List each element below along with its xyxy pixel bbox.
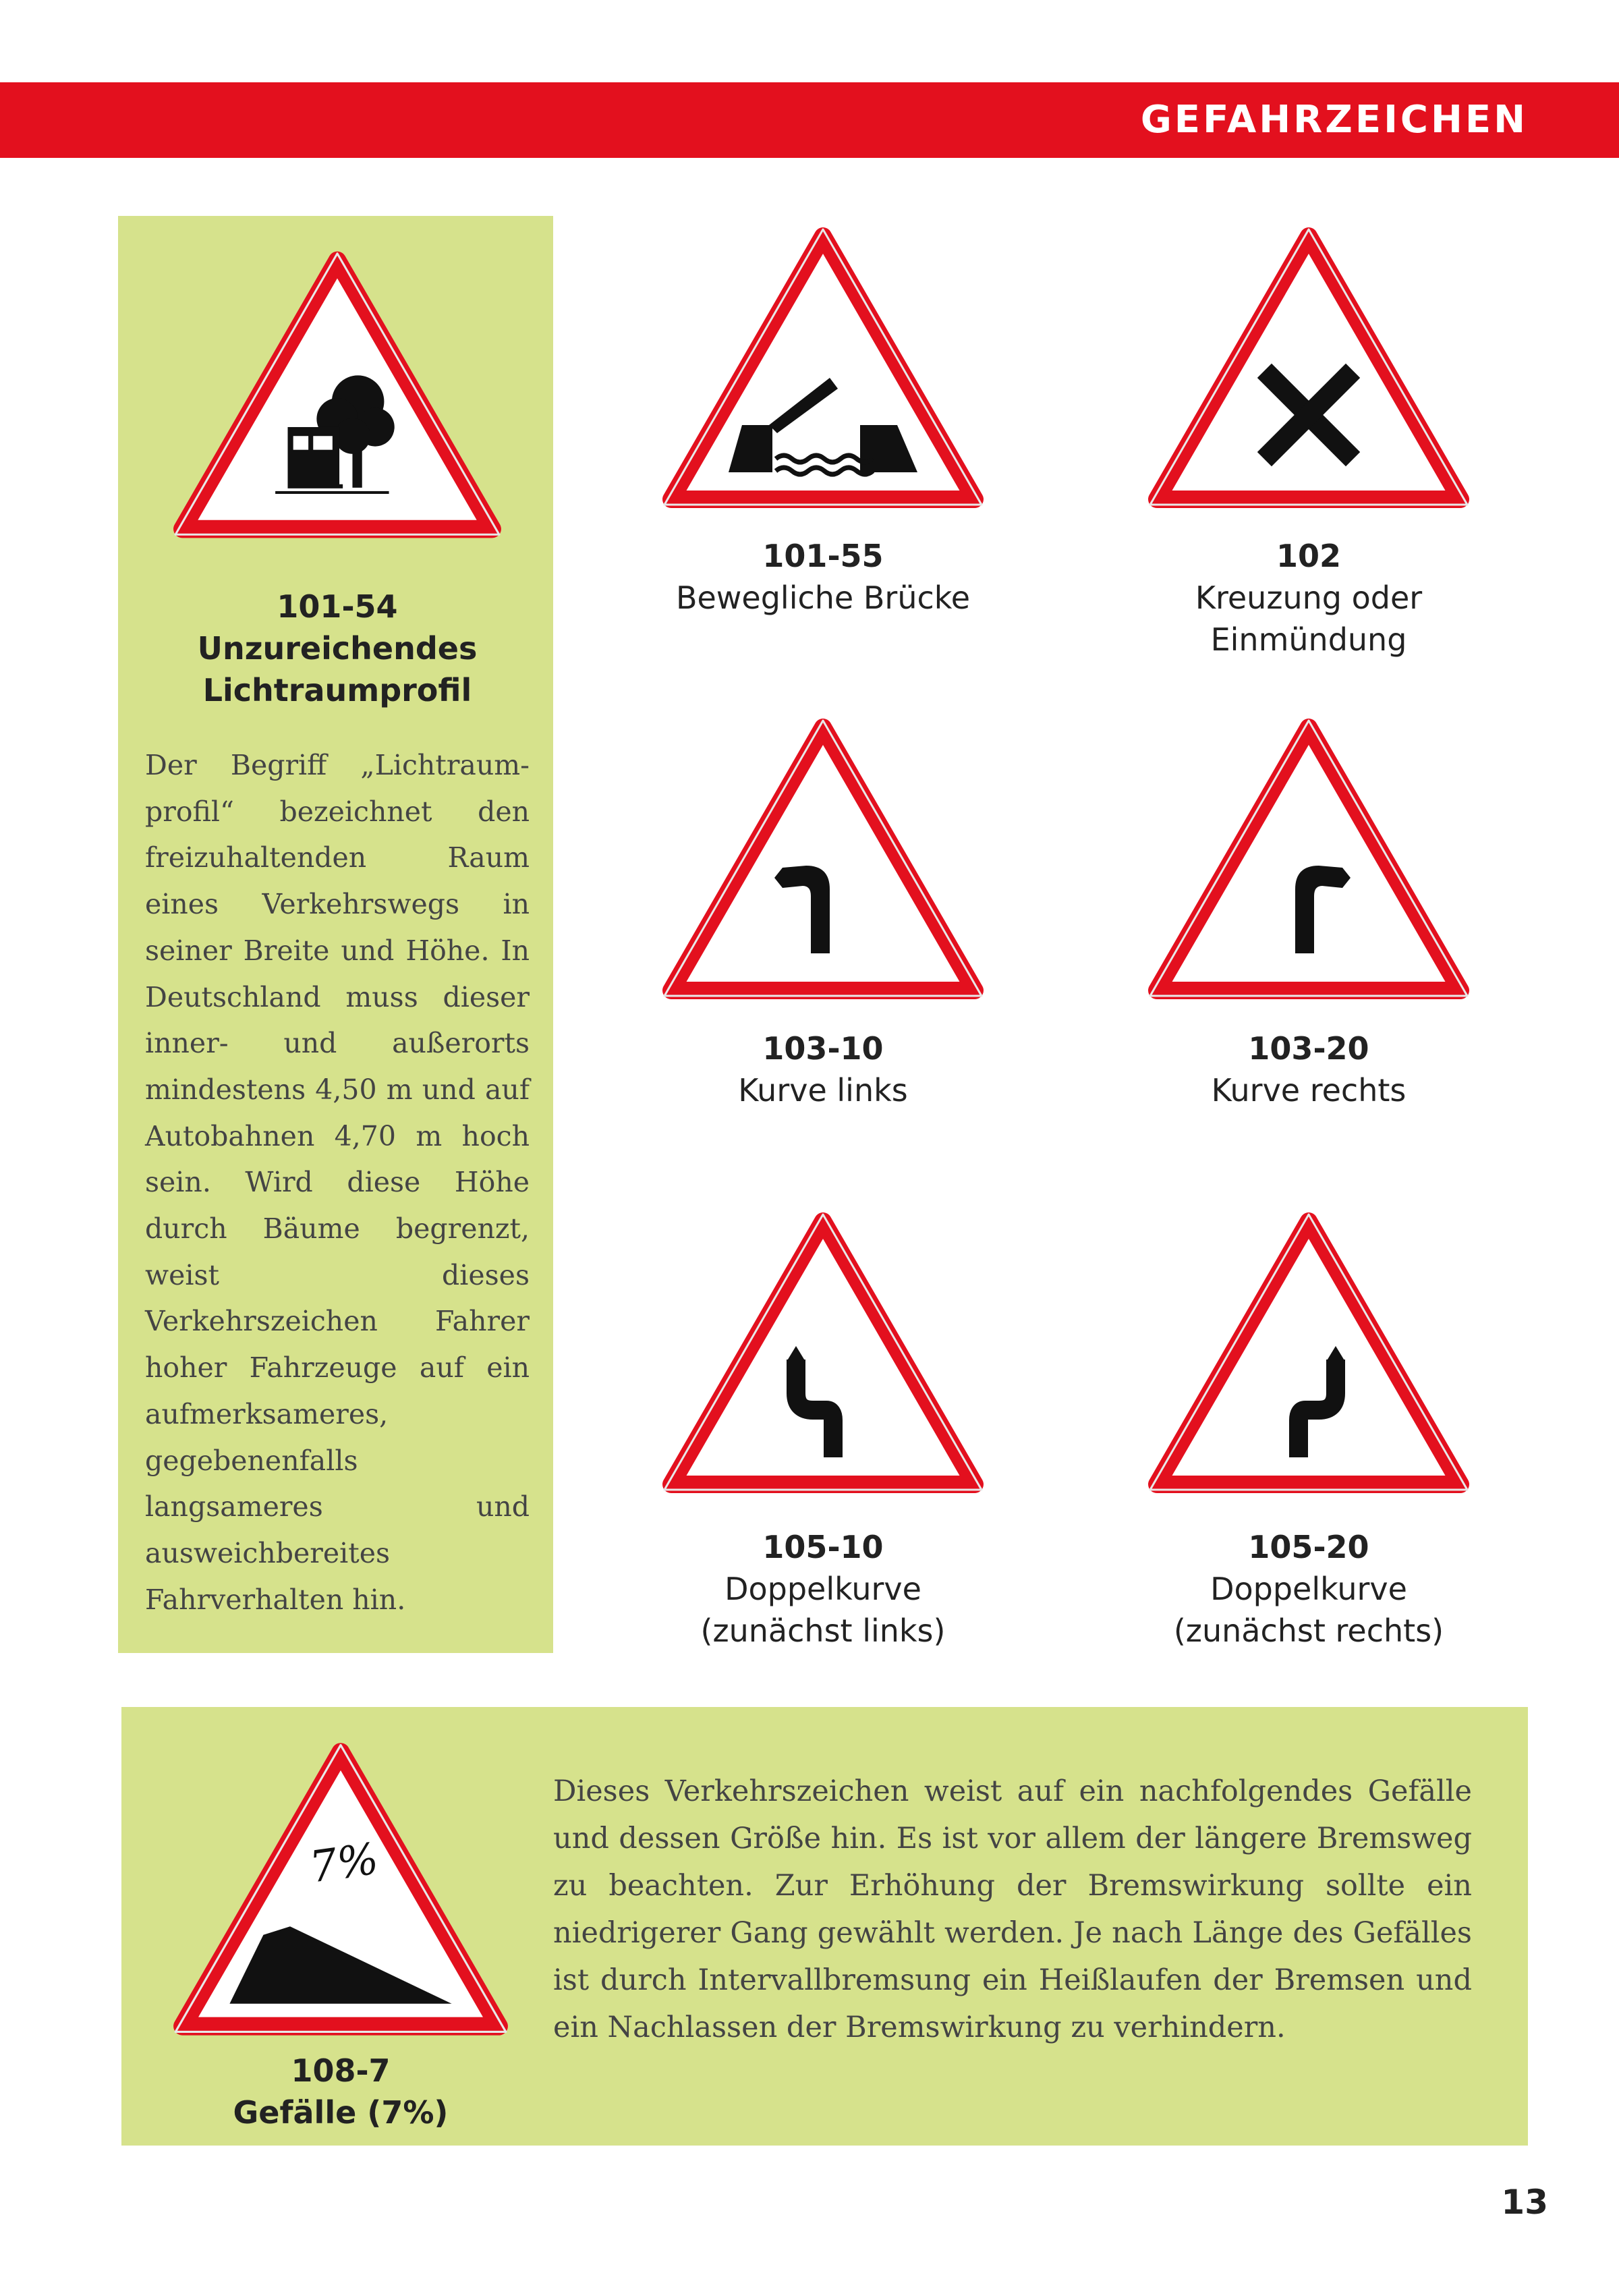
page-number: 13 [1501,2183,1548,2222]
sign-code: 101-55 [762,538,884,574]
movable-bridge-icon [661,223,985,513]
sign-code: 102 [1276,538,1342,574]
sign-caption-102 [1120,535,1498,661]
sign-caption-101-55 [634,535,1012,619]
double-curve-left-icon [661,1208,985,1498]
slope-sign-description: Dieses Verkehrszeichen weist auf ein nachfolgendes Gefälle und dessen Größe hin. Es ist vor allem der längere Bremsweg zu beachten. Zur Erhöhung der Bremswirkung sollte ein niedrigerer Gang gewählt werden. Je nach Länge des Gefälles ist durch Intervallbremsung ein Heißlaufen der Bremsen und ein Nachlassen der Bremswirkung zu verhindern. [553,1774,1472,2044]
sign-name: Kurve rechts [1211,1072,1407,1109]
featured-sign-description: Der Begriff „Lichtraum-profil“ bezeichnet den freizuhaltenden Raum eines Verkehrswegs in seiner Breite und Höhe. In Deutschland muss dieser inner- und außerorts mindestens 4,50 m und auf Autobahnen 4,70 m hoch sein. Wird diese Höhe durch Bäume begrenzt, weist dieses Verkehrszeichen Fahrer hoher Fahrzeuge auf ein aufmerksameres, gegebenenfalls langsameres und ausweichbereites Fahrverhalten hin. [145,749,530,1616]
sign-name: Doppelkurve [1210,1571,1407,1607]
sign-caption-105-10 [634,1526,1012,1652]
sign-name-line2: (zunächst links) [700,1613,946,1649]
crossing-icon [1147,223,1471,513]
sign-code: 103-10 [762,1030,884,1067]
featured-sign-name-line2: Lichtraumprofil [202,672,472,708]
slope-icon [172,1737,509,2041]
curve-left-icon [661,714,985,1004]
featured-sign-name-line1: Unzureichendes [197,630,478,667]
curve-right-icon [1147,714,1471,1004]
double-curve-right-icon [1147,1208,1471,1498]
sign-name: Bewegliche Brücke [675,580,971,616]
tree-truck-clearance-icon [172,246,503,543]
sign-code: 105-10 [762,1529,884,1565]
sign-name-line2: (zunächst rechts) [1173,1613,1444,1649]
sign-name: Kreuzung oder [1195,580,1423,616]
slope-sign-name: Gefälle (7%) [233,2094,449,2131]
sign-caption-103-20 [1120,1028,1498,1111]
section-header-bar [0,82,1619,158]
featured-sign-code: 101-54 [277,588,398,625]
sign-code: 105-20 [1248,1529,1369,1565]
sign-caption-103-10 [634,1028,1012,1111]
featured-sign-caption [145,586,530,711]
sign-name: Doppelkurve [725,1571,921,1607]
sign-code: 103-20 [1248,1030,1369,1067]
sign-name: Kurve links [738,1072,908,1109]
slope-sign-code: 108-7 [291,2052,391,2089]
slope-sign-percent: 7% [306,1834,382,1893]
sign-name-line2: Einmündung [1210,621,1407,658]
slope-sign-caption [155,2050,526,2133]
sign-caption-105-20 [1120,1526,1498,1652]
section-title: GEFAHRZEICHEN [1140,98,1528,142]
